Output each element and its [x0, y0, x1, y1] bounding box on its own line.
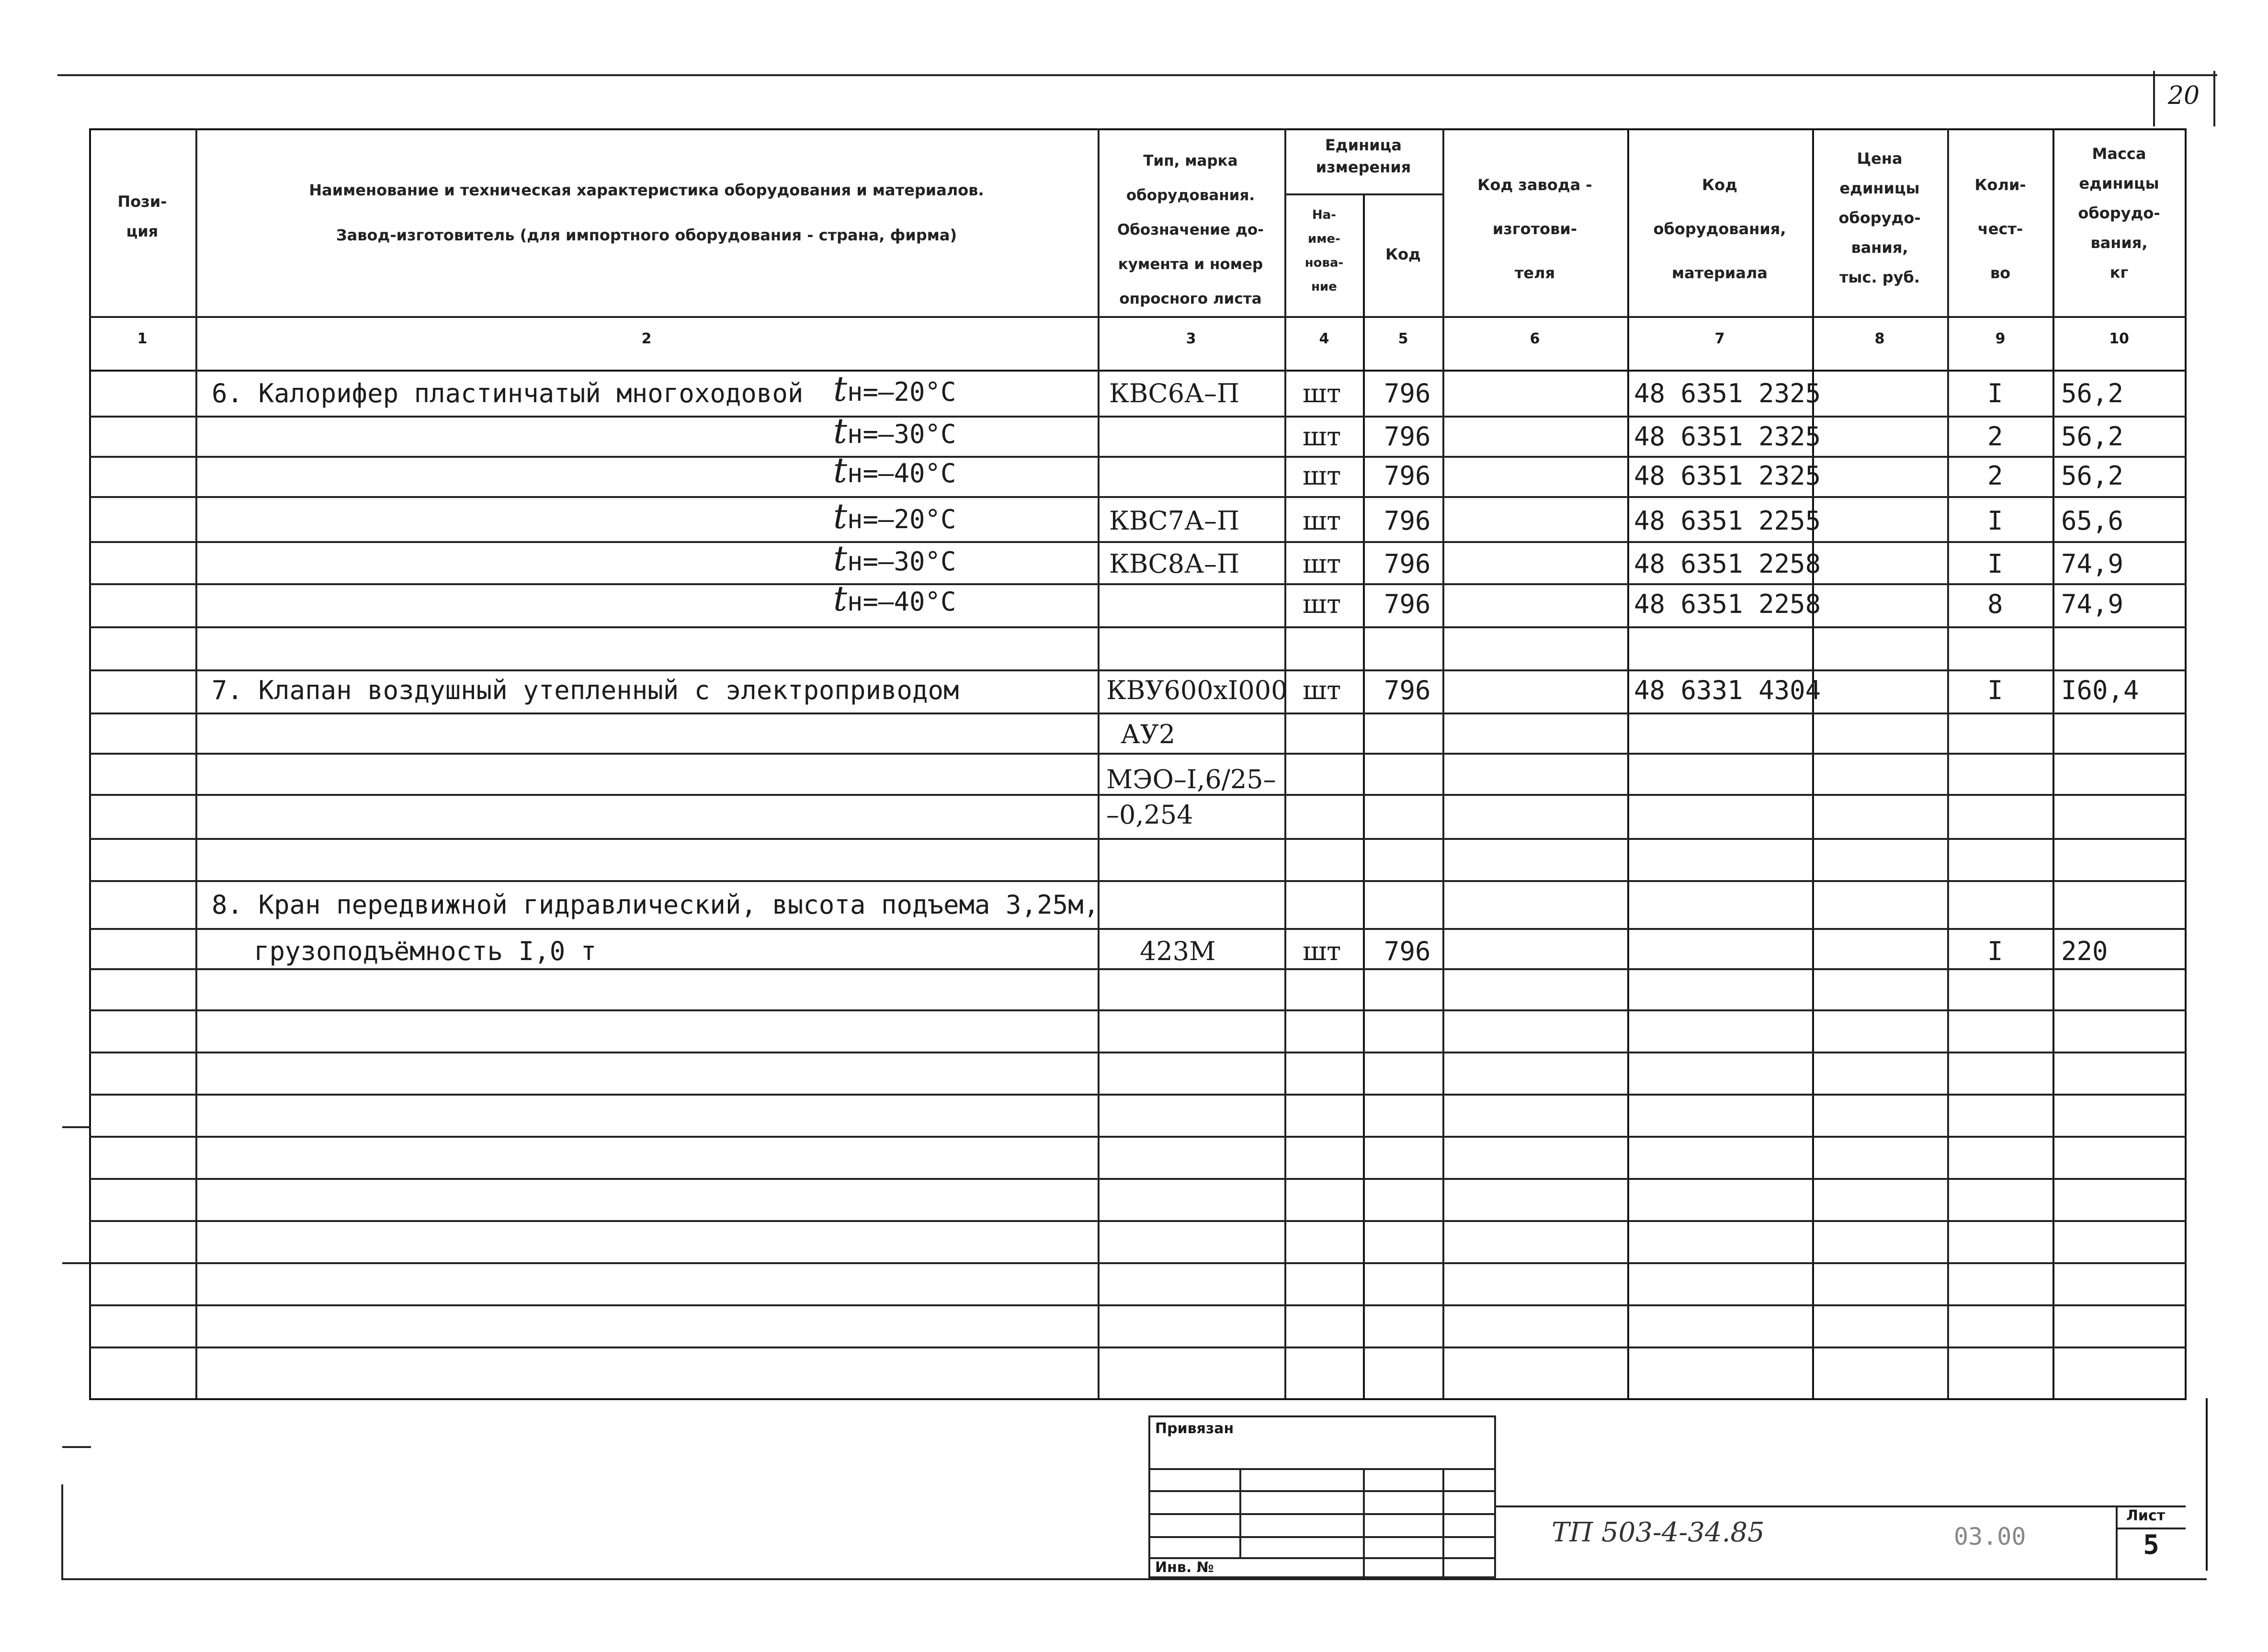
margin-tick: [62, 1126, 91, 1128]
unit-mass: 65,6: [2061, 506, 2124, 536]
type-mark: КВС7А–П: [1109, 506, 1240, 536]
unit-mass: 56,2: [2061, 461, 2124, 491]
margin-tick: [62, 1262, 91, 1264]
quantity: 2: [1987, 461, 2003, 491]
header-col-type: Тип, марка оборудования. Обозначение до- кумента и номер опросного листа: [1117, 152, 1264, 307]
header-col-price: Цена единицы оборудо- вания, тыс. руб.: [1838, 149, 1921, 286]
unit-group-split: [1284, 193, 1442, 195]
stamp-label-inv: Инв. №: [1155, 1559, 1214, 1576]
column-number: 10: [2109, 330, 2129, 347]
header-col-position: Пози- ция: [117, 192, 167, 240]
row-line: [89, 1178, 2187, 1180]
temperature-condition: tн=–20°C: [833, 496, 956, 536]
row-line: [89, 1304, 2187, 1306]
unit-name: шт: [1303, 549, 1341, 579]
table-bottom-line: [89, 1398, 2187, 1400]
row-line: [89, 583, 2187, 585]
temperature-condition: tн=–40°C: [833, 450, 956, 490]
col-sep-8: [1947, 128, 1949, 1398]
colnum-bottom-line: [89, 370, 2187, 372]
temperature-condition: tн=–20°C: [833, 369, 956, 409]
unit-mass: 56,2: [2061, 421, 2124, 452]
col-sep-3: [1284, 128, 1286, 1398]
column-number: 2: [641, 330, 652, 347]
equipment-code: 48 6351 2325: [1634, 378, 1821, 408]
column-number: 5: [1398, 330, 1408, 347]
unit-mass: I60,4: [2061, 675, 2139, 705]
header-col-factory-code: Код завода - изготови- теля: [1477, 176, 1592, 282]
row-line: [89, 541, 2187, 543]
stamp-col: [1239, 1468, 1241, 1557]
quantity: I: [1987, 936, 2003, 966]
row-line: [89, 456, 2187, 458]
unit-name: шт: [1303, 421, 1341, 452]
table-right-border: [2185, 128, 2187, 1398]
sheet-number: 5: [2143, 1529, 2159, 1561]
col-sep-7: [1812, 128, 1814, 1398]
equipment-code: 48 6351 2325: [1634, 461, 1821, 491]
unit-code: 796: [1384, 506, 1431, 536]
unit-name: шт: [1303, 589, 1341, 619]
temperature-value: н=–30°C: [847, 546, 956, 577]
unit-code: 796: [1384, 589, 1431, 619]
header-col-quantity: Коли- чест- во: [1974, 176, 2026, 282]
item-name: грузоподъёмность I,0 т: [254, 936, 597, 966]
page-marker-right-border: [2213, 71, 2215, 126]
type-mark: 423М: [1140, 936, 1216, 966]
col-sep-2: [1098, 128, 1100, 1398]
quantity: I: [1987, 506, 2003, 536]
unit-code: 796: [1384, 936, 1431, 966]
type-mark: МЭО–I,6/25–: [1106, 764, 1276, 794]
row-line: [89, 838, 2187, 840]
row-line: [89, 1052, 2187, 1053]
equipment-code: 48 6351 2255: [1634, 506, 1821, 536]
unit-code: 796: [1384, 461, 1431, 491]
item-name: 8. Кран передвижной гидравлический, высота подъема 3,25м,: [212, 890, 1100, 920]
column-number: 3: [1186, 330, 1196, 347]
equipment-code: 48 6351 2325: [1634, 421, 1821, 452]
section-code: 03.00: [1954, 1523, 2026, 1550]
row-line: [89, 1136, 2187, 1138]
item-name: 6. Калорифер пластинчатый многоходовой: [212, 378, 804, 408]
header-col-name-line2: Завод-изготовитель (для импортного оборудования - страна, фирма): [336, 226, 957, 244]
temperature-value: н=–20°C: [847, 377, 956, 407]
row-line: [89, 1346, 2187, 1348]
unit-name: шт: [1303, 378, 1341, 408]
unit-mass: 56,2: [2061, 378, 2124, 408]
stamp-col: [1442, 1468, 1444, 1578]
column-number: 6: [1530, 330, 1540, 347]
row-line: [89, 968, 2187, 970]
type-mark: КВУ600хI000: [1106, 675, 1288, 705]
frame-right-outer: [2206, 1398, 2208, 1571]
unit-name: шт: [1303, 936, 1341, 966]
temperature-condition: tн=–30°C: [833, 538, 956, 578]
equipment-code: 48 6331 4304: [1634, 675, 1821, 705]
temperature-value: н=–40°C: [847, 458, 956, 488]
row-line: [89, 416, 2187, 418]
temperature-condition: tн=–30°C: [833, 411, 956, 451]
unit-mass: 74,9: [2061, 589, 2124, 619]
type-mark: КВС6А–П: [1109, 378, 1240, 408]
title-block-top-line: [1496, 1505, 2186, 1507]
col-sep-9: [2053, 128, 2054, 1398]
stamp-label-privyazan: Привязан: [1155, 1420, 1234, 1437]
type-mark: АУ2: [1121, 719, 1176, 749]
unit-name: шт: [1303, 461, 1341, 491]
column-number: 9: [1995, 330, 2006, 347]
column-number: 8: [1874, 330, 1885, 347]
row-line: [89, 928, 2187, 930]
equipment-code: 48 6351 2258: [1634, 549, 1821, 579]
temperature-condition: tн=–40°C: [833, 578, 956, 619]
column-number: 7: [1714, 330, 1725, 347]
type-mark: КВС8А–П: [1109, 549, 1240, 579]
header-col-unit-name: На- име- нова- ние: [1304, 208, 1344, 294]
row-line: [89, 1262, 2187, 1264]
top-border-line: [57, 74, 2217, 76]
temperature-value: н=–40°C: [847, 587, 956, 617]
unit-code: 796: [1384, 675, 1431, 705]
stamp-col: [1363, 1468, 1365, 1578]
temperature-value: н=–30°C: [847, 419, 956, 449]
row-line: [89, 1220, 2187, 1222]
margin-tick: [62, 1446, 91, 1448]
table-top-line: [89, 128, 2187, 130]
quantity: 8: [1987, 589, 2003, 619]
unit-mass: 74,9: [2061, 549, 2124, 579]
quantity: I: [1987, 378, 2003, 408]
row-line: [89, 669, 2187, 671]
col-sep-4: [1363, 193, 1365, 1398]
header-col-mass: Масса единицы оборудо- вания, кг: [2078, 145, 2160, 282]
quantity: I: [1987, 549, 2003, 579]
row-line: [89, 753, 2187, 755]
col-sep-6: [1627, 128, 1629, 1398]
equipment-code: 48 6351 2258: [1634, 589, 1821, 619]
header-col-name-line1: Наименование и техническая характеристика оборудования и материалов.: [309, 181, 984, 199]
col-sep-5: [1442, 128, 1444, 1398]
doc-code: ТП 503-4-34.85: [1552, 1517, 1765, 1548]
row-line: [89, 1009, 2187, 1011]
row-line: [89, 880, 2187, 882]
header-col-equipment-code: Код оборудования, материала: [1653, 176, 1786, 282]
quantity: I: [1987, 675, 2003, 705]
page-marker: 20: [2167, 81, 2200, 110]
unit-mass: 220: [2061, 936, 2108, 966]
header-bottom-line: [89, 316, 2187, 318]
header-col-unit-group: Единица измерения: [1315, 136, 1411, 176]
frame-bottom-line: [61, 1578, 2207, 1580]
unit-code: 796: [1384, 421, 1431, 452]
temperature-value: н=–20°C: [847, 504, 956, 534]
unit-code: 796: [1384, 378, 1431, 408]
row-line: [89, 713, 2187, 714]
header-col-unit-code: Код: [1385, 245, 1421, 263]
unit-name: шт: [1303, 675, 1341, 705]
unit-code: 796: [1384, 549, 1431, 579]
column-number: 4: [1319, 330, 1329, 347]
table-left-border: [89, 128, 91, 1398]
type-mark: –0,254: [1106, 800, 1193, 830]
row-line: [89, 626, 2187, 628]
row-line: [89, 496, 2187, 498]
column-number: 1: [137, 330, 147, 347]
margin-binding-line: [61, 1484, 63, 1580]
unit-name: шт: [1303, 506, 1341, 536]
sheet-label: Лист: [2126, 1507, 2166, 1524]
quantity: 2: [1987, 421, 2003, 452]
row-line: [89, 1094, 2187, 1096]
item-name: 7. Клапан воздушный утепленный с электроприводом: [212, 675, 959, 705]
col-sep-1: [195, 128, 197, 1398]
